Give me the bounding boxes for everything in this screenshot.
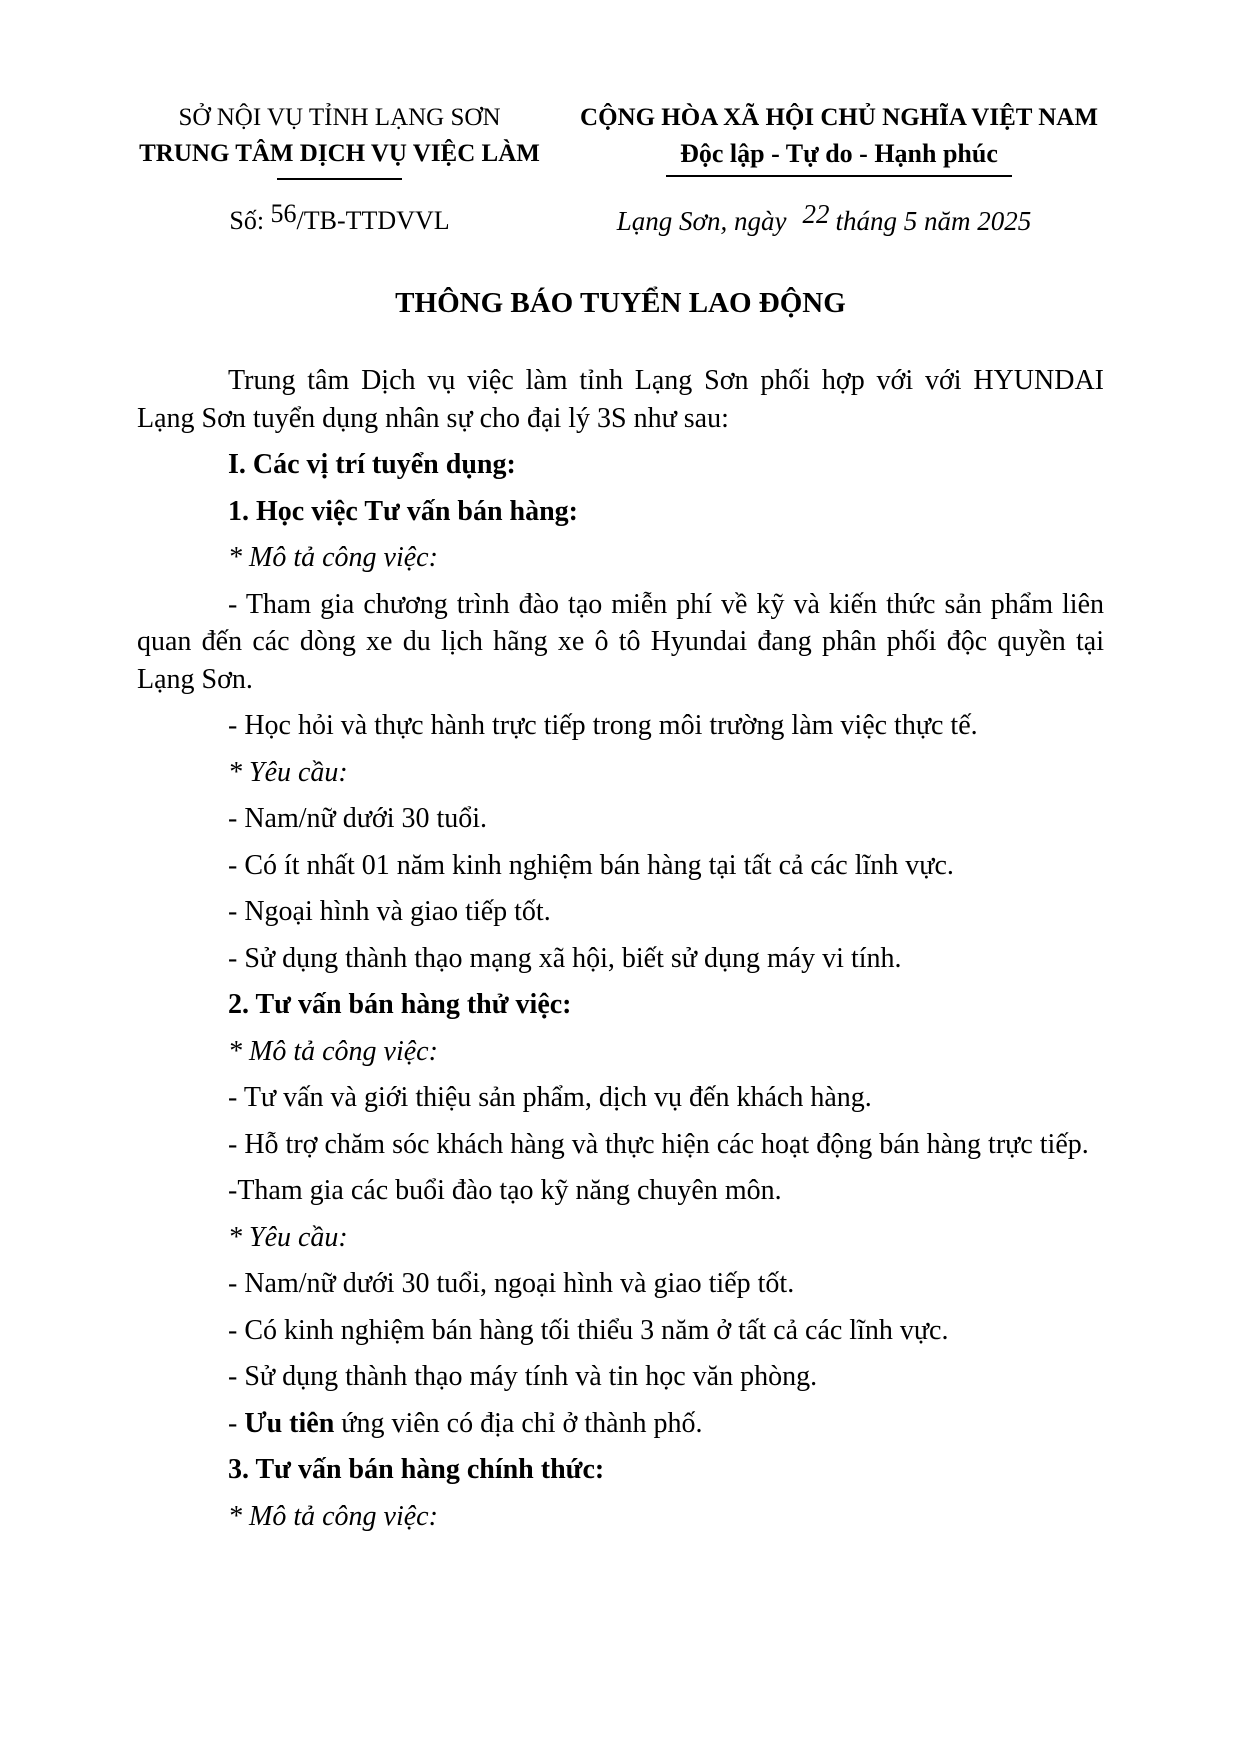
job-3-description-label: * Mô tả công việc: bbox=[228, 1500, 438, 1532]
national-title: CỘNG HÒA XÃ HỘI CHỦ NGHĨA VIỆT NAM bbox=[580, 104, 1098, 131]
job-1-requirement-item: - Có ít nhất 01 năm kinh nghiệm bán hàng tại tất cả các lĩnh vực. bbox=[228, 849, 954, 881]
job-3-heading: 3. Tư vấn bán hàng chính thức: bbox=[228, 1454, 605, 1486]
national-motto bbox=[574, 138, 1104, 177]
job-2-priority-item bbox=[137, 1405, 1104, 1443]
document-title: THÔNG BÁO TUYỂN LAO ĐỘNG bbox=[395, 287, 846, 319]
priority-emphasis: Ưu tiên bbox=[244, 1407, 335, 1439]
document-number-value: 56 bbox=[270, 199, 297, 228]
national-motto-text: Độc lập - Tự do - Hạnh phúc bbox=[666, 138, 1012, 177]
job-2-description-item: - Hỗ trợ chăm sóc khách hàng và thực hiện các hoạt động bán hàng trực tiếp. bbox=[228, 1128, 1089, 1160]
org-parent-name: SỞ NỘI VỤ TỈNH LẠNG SƠN bbox=[178, 104, 501, 131]
org-name: TRUNG TÂM DỊCH VỤ VIỆC LÀM bbox=[139, 140, 540, 167]
job-1-requirement-item: - Ngoại hình và giao tiếp tốt. bbox=[228, 896, 551, 928]
document-number-suffix: /TB-TTDVVL bbox=[296, 206, 450, 235]
job-2-description-label: * Mô tả công việc: bbox=[228, 1035, 438, 1067]
job-2-requirement-item: - Có kinh nghiệm bán hàng tối thiểu 3 năm ở tất cả các lĩnh vực. bbox=[228, 1314, 949, 1346]
document-header bbox=[137, 103, 1104, 180]
date-day-value: 22 bbox=[802, 199, 830, 229]
place-date-prefix: Lạng Sơn, ngày bbox=[616, 206, 787, 236]
document-body bbox=[137, 362, 1104, 1535]
document-number bbox=[137, 199, 542, 237]
job-1-requirement-item: - Nam/nữ dưới 30 tuổi. bbox=[228, 803, 488, 835]
document-meta-row bbox=[137, 199, 1104, 237]
job-1-requirement-item: - Sử dụng thành thạo mạng xã hội, biết sử dụng máy vi tính. bbox=[228, 942, 902, 974]
job-1-description-item: - Tham gia chương trình đào tạo miễn phí về kỹ và kiến thức sản phẩm liên quan đến các dòng xe du lịch hãng xe ô tô Hyundai đang phân phối độc quyền tại Lạng Sơn. bbox=[137, 588, 1104, 695]
job-1-description-item: - Học hỏi và thực hành trực tiếp trong môi trường làm việc thực tế. bbox=[228, 710, 978, 742]
place-date-line bbox=[544, 199, 1104, 237]
job-1-requirements-label: * Yêu cầu: bbox=[228, 756, 348, 788]
job-2-description-item: -Tham gia các buổi đào tạo kỹ năng chuyên môn. bbox=[228, 1175, 782, 1207]
priority-rest: ứng viên có địa chỉ ở thành phố. bbox=[334, 1407, 703, 1439]
job-2-description-item: - Tư vấn và giới thiệu sản phẩm, dịch vụ đến khách hàng. bbox=[228, 1082, 872, 1114]
job-2-requirement-item: - Nam/nữ dưới 30 tuổi, ngoại hình và giao tiếp tốt. bbox=[228, 1268, 795, 1300]
job-1-description-label: * Mô tả công việc: bbox=[228, 542, 438, 574]
job-2-requirements-label: * Yêu cầu: bbox=[228, 1221, 348, 1253]
issuing-org-block bbox=[137, 103, 542, 180]
place-date-suffix: tháng 5 năm 2025 bbox=[835, 206, 1032, 236]
document-number-prefix: Số: bbox=[229, 206, 271, 235]
job-2-heading: 2. Tư vấn bán hàng thử việc: bbox=[228, 989, 572, 1021]
priority-dash: - bbox=[228, 1407, 245, 1439]
intro-paragraph: Trung tâm Dịch vụ việc làm tỉnh Lạng Sơn phối hợp với với HYUNDAI Lạng Sơn tuyển dụng nhân sự cho đại lý 3S như sau: bbox=[137, 365, 1104, 434]
national-header-block bbox=[574, 103, 1104, 180]
job-1-heading: 1. Học việc Tư vấn bán hàng: bbox=[228, 495, 578, 527]
job-2-requirement-item: - Sử dụng thành thạo máy tính và tin học văn phòng. bbox=[228, 1361, 818, 1393]
section-heading-positions: I. Các vị trí tuyển dụng: bbox=[228, 449, 516, 481]
org-underline bbox=[277, 178, 402, 180]
